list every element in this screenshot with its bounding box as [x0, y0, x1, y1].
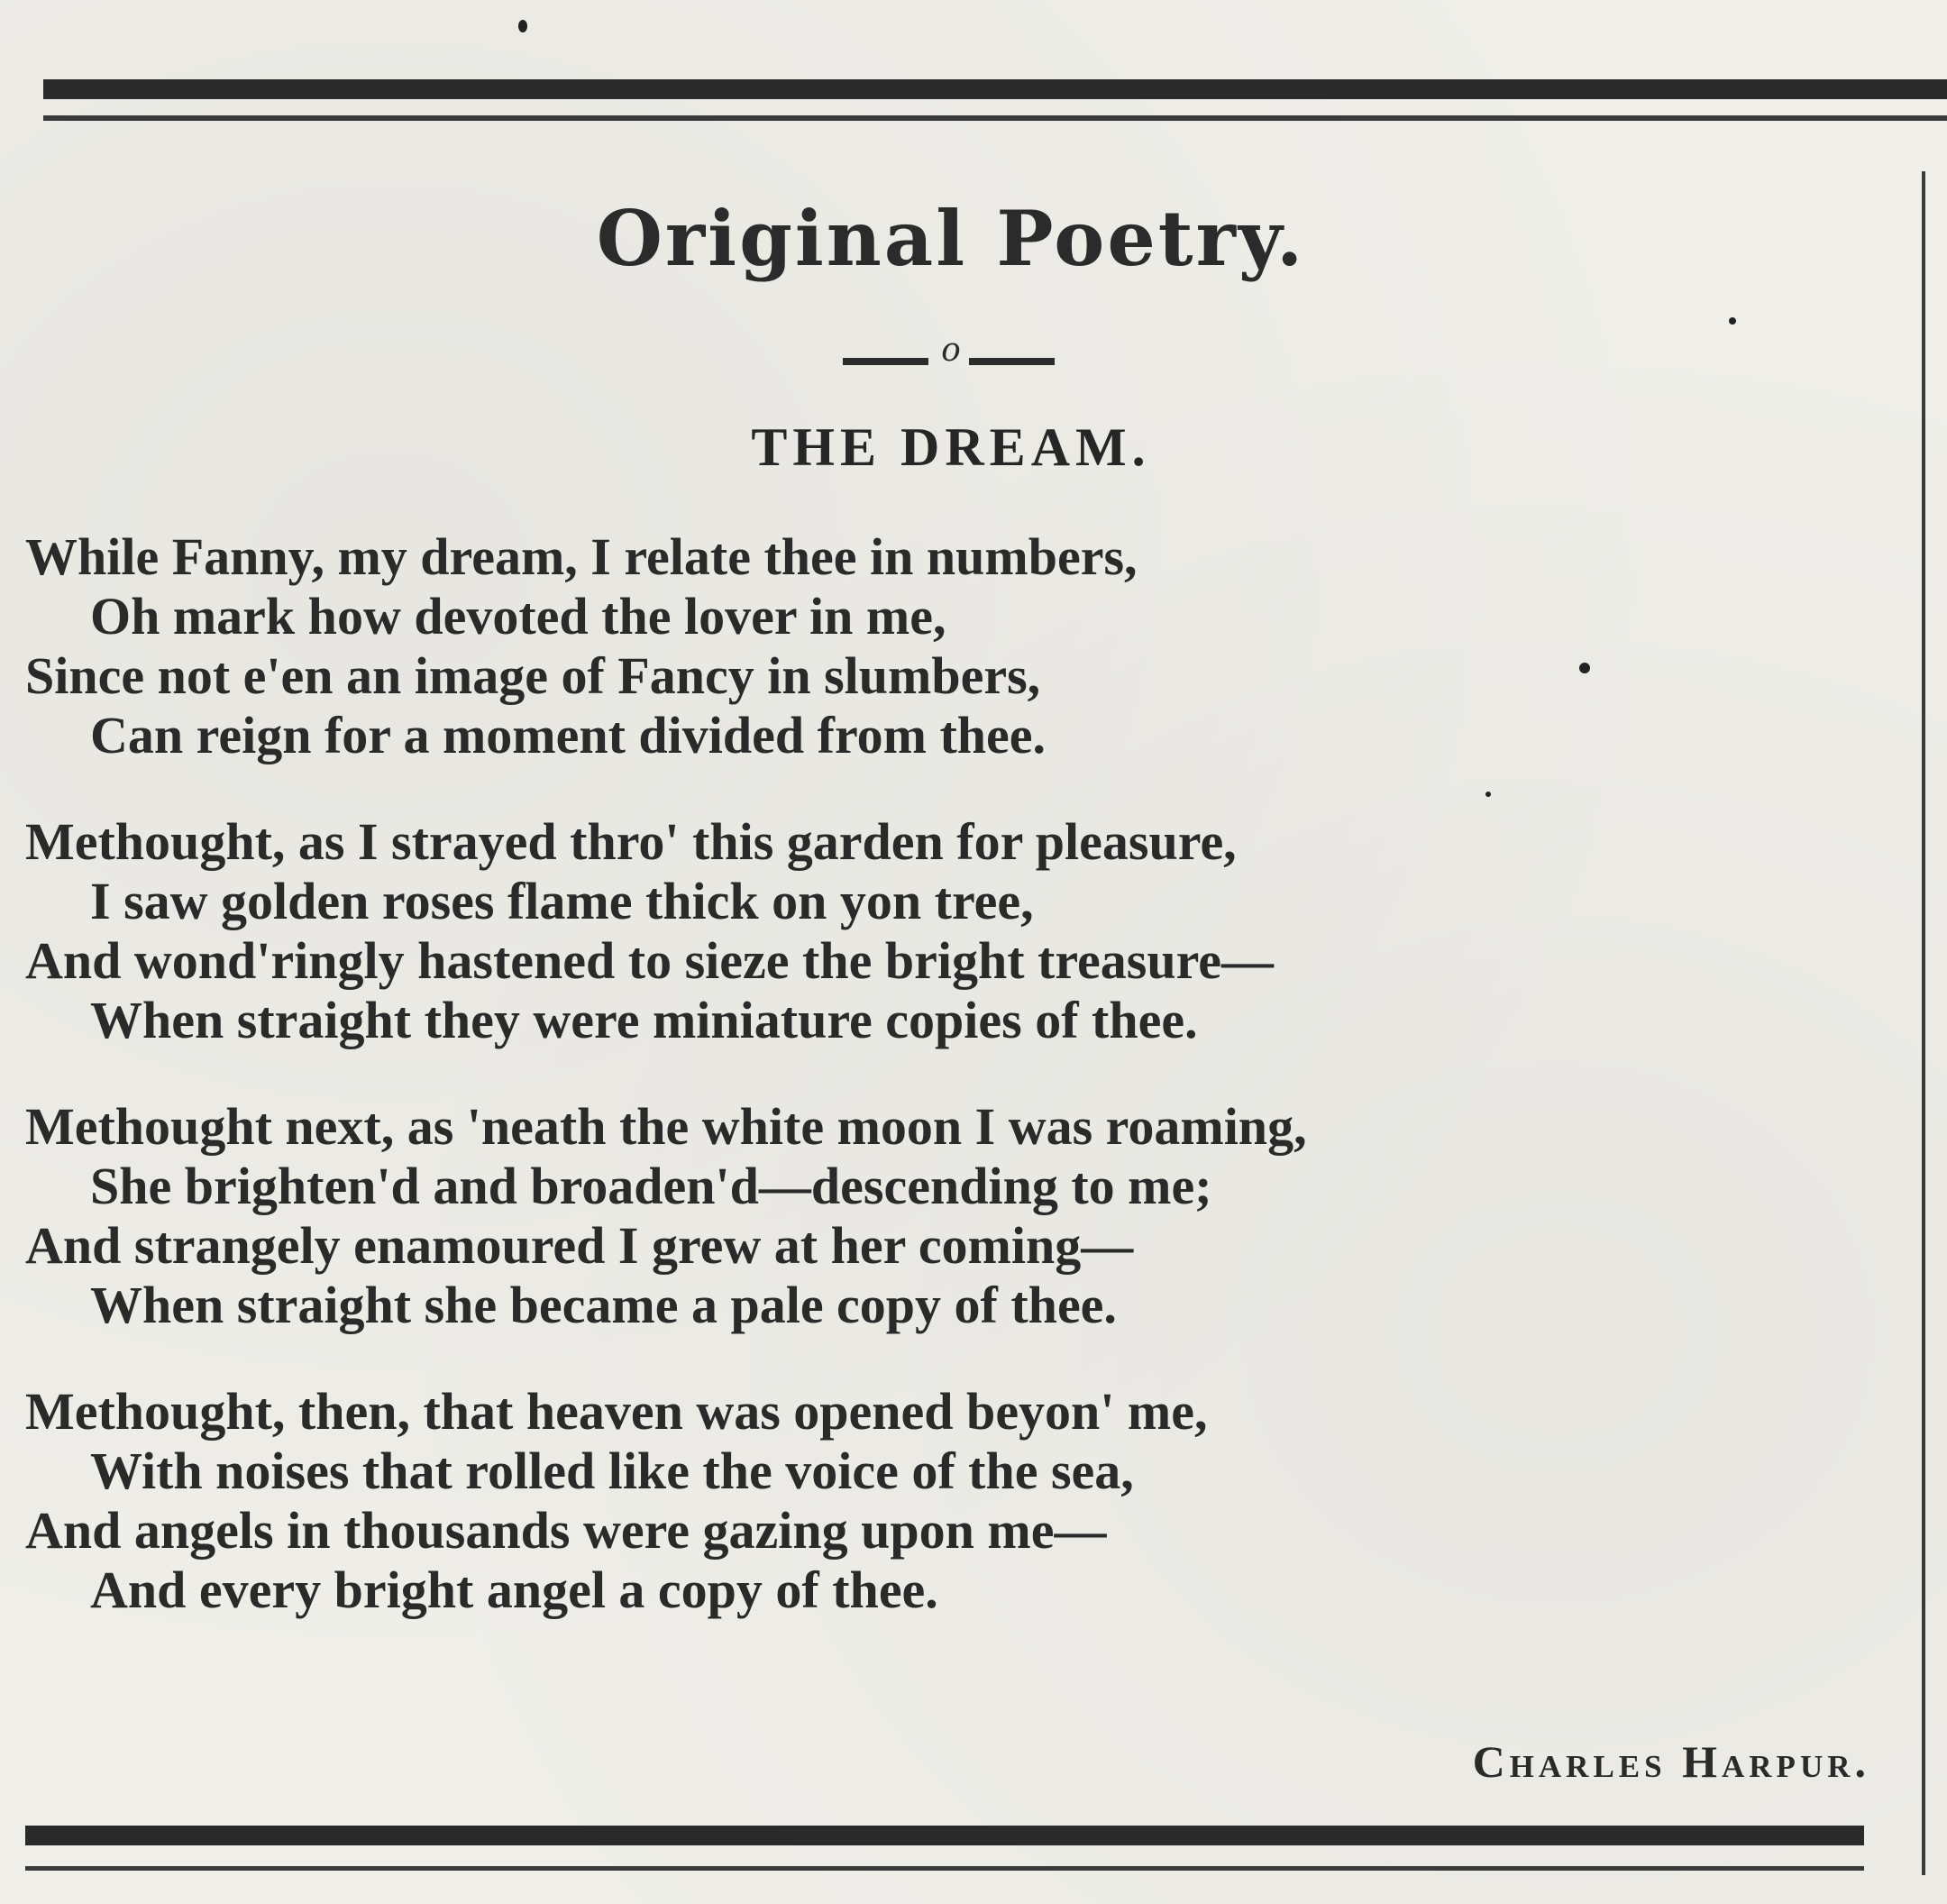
poem-line: Methought next, as 'neath the white moon I was roaming,: [25, 1097, 1307, 1156]
ink-speck: [1729, 317, 1736, 325]
poem-line: And wond'ringly hastened to sieze the bright treasure—: [25, 931, 1275, 990]
poem-line: And angels in thousands were gazing upon me—: [25, 1501, 1107, 1560]
ornament-right-bar: [969, 358, 1055, 365]
poem-line: She brighten'd and broaden'd—descending to me;: [90, 1157, 1212, 1215]
ornament-left-bar: [843, 358, 928, 365]
poem-line: When straight they were miniature copies of thee.: [90, 991, 1198, 1049]
poem-author: Charles Harpur.: [1472, 1736, 1870, 1787]
ornament-mark: o: [941, 332, 961, 369]
poem-line: Can reign for a moment divided from thee.: [90, 706, 1047, 764]
poem-line: And every bright angel a copy of thee.: [90, 1561, 938, 1619]
stanza-4: [25, 1382, 1900, 1620]
top-thick-rule: [43, 79, 1947, 99]
stanza-1: [25, 527, 1900, 765]
stanza-2: [25, 812, 1900, 1050]
poem-line: When straight she became a pale copy of thee.: [90, 1276, 1117, 1334]
poem-line: While Fanny, my dream, I relate thee in numbers,: [25, 527, 1138, 586]
ink-speck: [1485, 792, 1491, 797]
poem-line: Since not e'en an image of Fancy in slumbers,: [25, 646, 1041, 705]
column-divider: [1922, 171, 1925, 1875]
poem-title: THE DREAM.: [751, 417, 1151, 477]
ink-speck: [1579, 663, 1590, 673]
poem-line: Methought, as I strayed thro' this garden for pleasure,: [25, 812, 1237, 871]
section-heading: Original Poetry.: [596, 194, 1306, 283]
poem-line: I saw golden roses flame thick on yon tree,: [90, 872, 1034, 930]
stanza-3: [25, 1097, 1900, 1335]
poem-line: And strangely enamoured I grew at her coming—: [25, 1216, 1134, 1275]
poem-line: With noises that rolled like the voice of the sea,: [90, 1442, 1134, 1500]
bottom-thin-rule: [25, 1866, 1864, 1871]
poem-line: Oh mark how devoted the lover in me,: [90, 587, 946, 645]
top-thin-rule: [43, 115, 1947, 121]
ornament-divider: [843, 332, 1059, 379]
poem-body: [25, 527, 1900, 1667]
poem-line: Methought, then, that heaven was opened beyon' me,: [25, 1382, 1208, 1441]
bottom-thick-rule: [25, 1826, 1864, 1845]
ink-speck: [518, 20, 527, 32]
